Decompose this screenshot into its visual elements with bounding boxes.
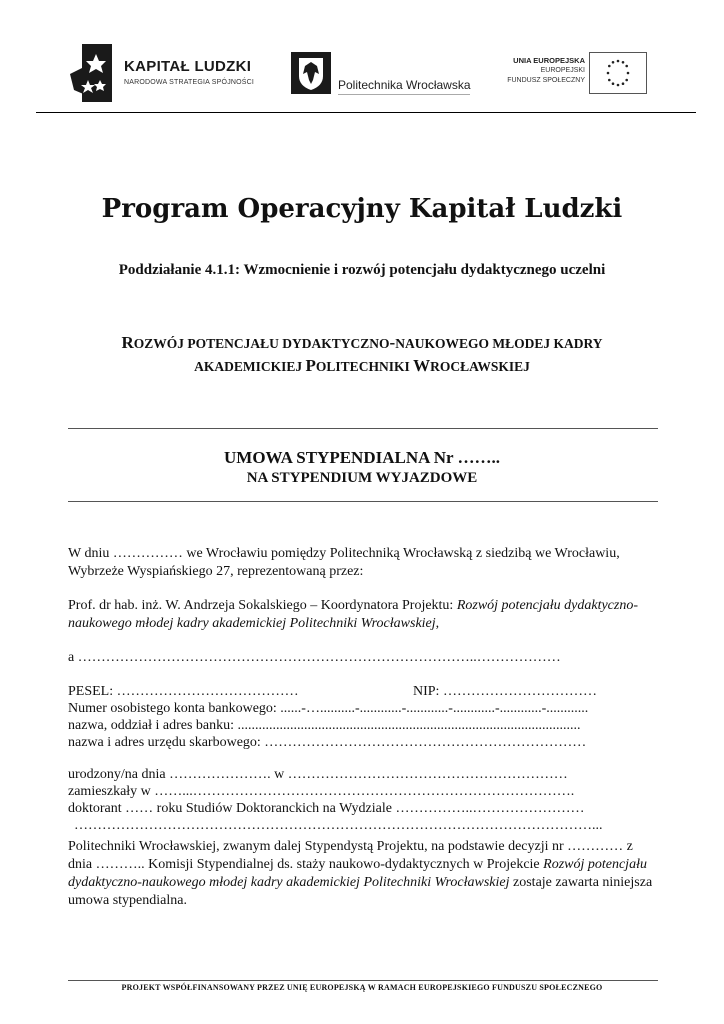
footer-text: PROJEKT WSPÓŁFINANSOWANY PRZEZ UNIĘ EUROPEJSKĄ W RAMACH EUROPEJSKIEGO FUNDUSZU SPOŁECZNEGO (121, 983, 603, 992)
project-initial: P (305, 356, 316, 375)
section-divider-bottom (68, 501, 658, 502)
eu-line-3: FUNDUSZ SPOŁECZNY (507, 77, 585, 84)
kapital-ludzki-emblem-icon (68, 44, 112, 102)
document-title: Program Operacyjny Kapitał Ludzki (101, 194, 623, 224)
project-initial: W (413, 356, 431, 375)
decision-paragraph (68, 838, 660, 910)
project-name (0, 332, 724, 378)
eu-line-2: EUROPEJSKI (540, 67, 585, 74)
representative-paragraph (68, 597, 660, 633)
birth-field: urodzony/na dnia …………………. w …………………………………………………… (68, 767, 568, 782)
project-name-italic: Rozwój potencjału dydaktyczno-naukowego młodej kadry akademickiej Politechniki Wrocławskiej (68, 598, 639, 631)
agreement-subtitle: NA STYPENDIUM WYJAZDOWE (246, 470, 478, 486)
kapital-ludzki-subtitle: NARODOWA STRATEGIA SPÓJNOŚCI (124, 79, 255, 86)
bank-name-field: nazwa, oddział i adres banku: .................................................................................................. (68, 718, 581, 733)
pesel-field: PESEL: ………………………………… (68, 684, 299, 699)
project-name-italic: Rozwój potencjału dydaktyczno-naukowego młodej kadry akademickiej Politechniki Wrocławskiej (68, 857, 647, 890)
project-text: NAUKOWEGO MŁODEJ KADRY (395, 336, 603, 351)
eu-line-1: UNIA EUROPEJSKA (513, 56, 585, 65)
kapital-ludzki-logo (68, 44, 268, 102)
eu-flag-icon (589, 52, 647, 94)
project-text: OLITECHNIKI (315, 359, 414, 374)
document-subtitle: Poddziałanie 4.1.1: Wzmocnienie i rozwój potencjału dydaktycznego uczelni (118, 262, 606, 278)
bank-account-field: Numer osobistego konta bankowego: ......-…..........-............-............-............-............-............ (68, 701, 589, 716)
party-name-line: a …………………………………………………………………………..……………… (68, 650, 561, 665)
section-divider-top (68, 428, 658, 429)
representative-comma: , (435, 616, 440, 631)
header-divider (36, 112, 696, 113)
agreement-title: UMOWA STYPENDIALNA Nr …….. (224, 448, 500, 467)
decision-text: Politechniki Wrocławskiej, zwanym dalej Stypendystą Projektu, na podstawie decyzji nr ………… z dnia ……….. Komisji Stypendialnej ds. staży naukowo-dydaktycznych w Projekcie (68, 839, 633, 872)
politechnika-name: Politechnika Wrocławska (338, 78, 471, 92)
project-text: AKADEMICKIEJ (194, 359, 306, 374)
politechnika-logo (291, 52, 481, 96)
project-hyphen: - (389, 333, 396, 352)
intro-paragraph: W dniu …………… we Wrocławiu pomiędzy Politechniką Wrocławską z siedzibą we Wrocławiu, Wybrzeże Wyspiańskiego 27, reprezentowaną przez: (68, 546, 620, 579)
residence-field: zamieszkały w ……...………………………………………………………………………. (68, 784, 575, 799)
project-text: ROCŁAWSKIEJ (430, 359, 530, 374)
tax-office-field: nazwa i adres urzędu skarbowego: …………………………………………………………… (68, 735, 587, 750)
eagle-shield-icon (291, 52, 331, 94)
nip-field: NIP: …………………………… (413, 684, 597, 699)
eu-text-block (507, 56, 585, 86)
representative-text: Prof. dr hab. inż. W. Andrzeja Sokalskiego – Koordynatora Projektu: (68, 598, 457, 613)
footer-divider (68, 980, 658, 981)
project-name-line-1 (0, 332, 724, 355)
politechnika-underline (338, 94, 470, 95)
doctoral-field: doktorant …… roku Studiów Doktoranckich na Wydziale ……………..…………………… (68, 801, 585, 816)
project-name-line-2 (0, 355, 724, 378)
project-initial: R (121, 333, 134, 352)
kapital-ludzki-title: KAPITAŁ LUDZKI (124, 58, 252, 75)
dotted-line: …………………………………………………………………………………………………... (74, 818, 603, 833)
eu-logo (497, 52, 649, 96)
project-text: OZWÓJ POTENCJAŁU DYDAKTYCZNO (133, 336, 390, 351)
decision-text-end: zostaje zawarta niniejsza umowa stypendialna. (68, 875, 653, 908)
